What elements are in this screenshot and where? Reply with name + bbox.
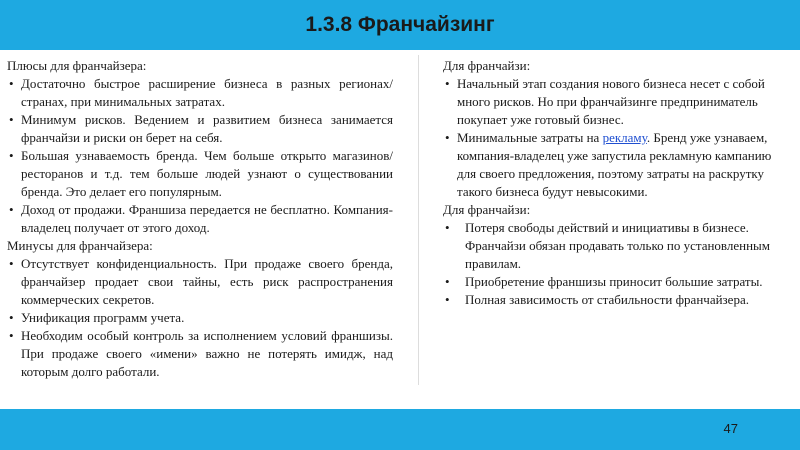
list-item: • Потеря свободы действий и инициативы в бизнесе. Франчайзи обязан продавать только по установленным правилам. [443,219,791,273]
footer-bar [0,409,800,450]
page-number: 47 [723,421,738,436]
list-item: • Начальный этап создания нового бизнеса несет с собой много рисков. Но при франчайзинге предприниматель покупает уже готовый бизнес. [443,75,791,129]
franchisor-cons-list [7,255,393,381]
franchisor-pros-list [7,75,393,237]
advertising-link[interactable]: рекламу [602,130,647,145]
franchisor-pros-heading: Плюсы для франчайзера: [7,58,147,73]
list-item: • Необходим особый контроль за исполнением условий франшизы. При продаже своего «имени» важно не потерять имидж, над которым долго работали. [7,327,393,381]
column-divider [418,55,419,385]
list-item: • Доход от продажи. Франшиза передается не бесплатно. Компания-владелец получает от этого доход. [7,201,393,237]
slide-title-bar [0,0,800,50]
list-item: • Полная зависимость от стабильности франчайзера. [443,291,791,309]
right-column [443,57,791,309]
franchisor-cons-heading: Минусы для франчайзера: [7,238,153,253]
list-item-text: . Бренд уже узнаваем, компания-владелец уже запустила рекламную кампанию для своего предложения, поэтому затраты на раскрутку такого бизнеса будут невысокими. [457,130,772,199]
franchisee-pros-list [443,75,791,201]
franchisee-cons-heading: Для франчайзи: [443,202,531,217]
left-column [7,57,393,381]
list-item: • Большая узнаваемость бренда. Чем больше открыто магазинов/ресторанов и т.д. тем больше людей узнают о существовании бренда. Это делает его популярным. [7,147,393,201]
list-item-text: Минимальные затраты на [457,130,603,145]
list-item: • Унификация программ учета. [7,309,393,327]
franchisee-cons-list [443,219,791,309]
list-item [443,129,791,201]
list-item: • Достаточно быстрое расширение бизнеса в разных регионах/странах, при минимальных затратах. [7,75,393,111]
list-item: • Минимум рисков. Ведением и развитием бизнеса занимается франчайзи и риски он берет на себя. [7,111,393,147]
list-item: • Отсутствует конфиденциальность. При продаже своего бренда, франчайзер продает свои тайны, есть риск распространения коммерческих секретов. [7,255,393,309]
slide-title: 1.3.8 Франчайзинг [305,13,495,36]
list-item: • Приобретение франшизы приносит большие затраты. [443,273,791,291]
franchisee-pros-heading: Для франчайзи: [443,58,531,73]
